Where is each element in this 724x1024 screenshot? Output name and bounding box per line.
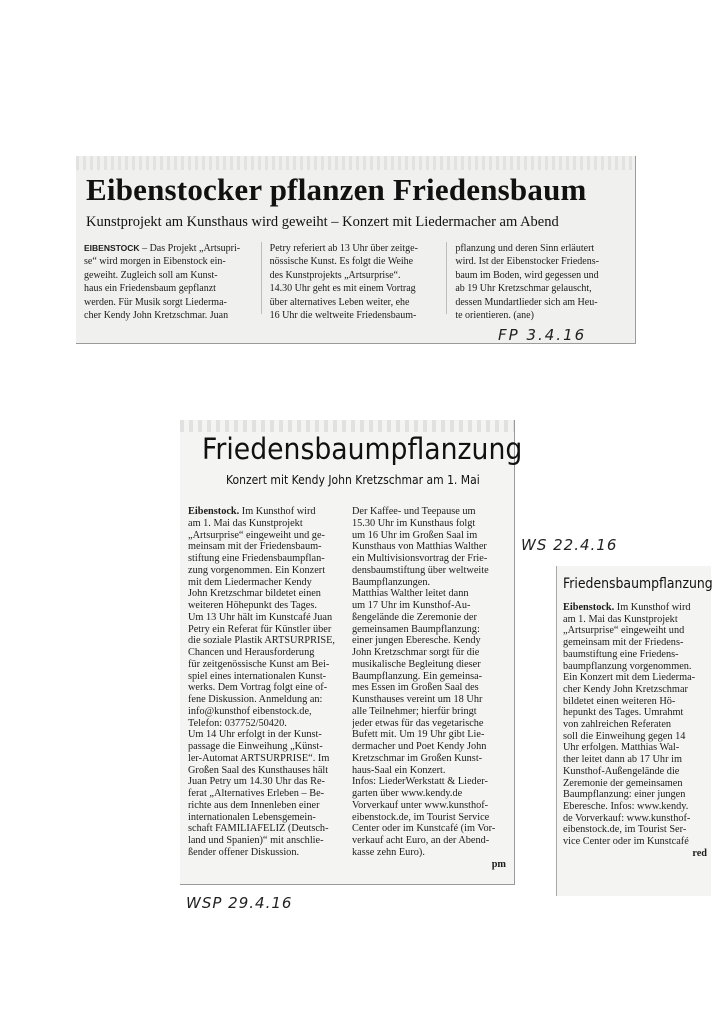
text-line: internationalen Lebensgemein- <box>188 811 316 823</box>
text-line: Infos: LiederWerkstatt & Lieder- <box>352 776 488 788</box>
text-line: Baumpflanzungen. <box>352 576 431 588</box>
text-line: bildetet einen weiteren Hö- <box>563 695 676 707</box>
text-line: gemeinsam mit der Friedens- <box>563 637 684 649</box>
text-line: dermacher und Poet Kendy John <box>352 741 487 752</box>
text-line: info@kunsthof eibenstock.de, <box>188 705 312 717</box>
text-line: se“ wird morgen in Eibenstock ein- <box>84 256 226 268</box>
text-line: um 16 Uhr im Großen Saal im <box>352 529 478 541</box>
article-subheadline: Konzert mit Kendy John Kretzschmar am 1. Mai <box>226 473 480 487</box>
text-line: Petry referiert ab 13 Uhr über zeitge- <box>269 243 418 254</box>
text-line: ther leitet dann ab 17 Uhr im <box>563 754 682 766</box>
text-line: werden. Für Musik sorgt Liederma- <box>84 296 227 308</box>
text-line: Baumpflanzung. Ein gemeinsa- <box>352 670 483 682</box>
text-line: mit dem Liedermacher Kendy <box>188 576 312 588</box>
text-line: 16 Uhr die weltweite Friedensbaum- <box>269 310 417 322</box>
text-line: weiteren Höhepunkt des Tages. <box>188 600 317 611</box>
text-line: Eibenstock. Im Kunsthof wird <box>188 506 316 517</box>
text-line: ßengelände die Zeremonie der <box>352 611 477 623</box>
text-line: baumstiftung eine Friedens- <box>563 648 679 660</box>
text-line: ler-Automat ARTSURPRISE“. Im <box>188 752 330 764</box>
text-line: land und Spanien)“ mit anschlie- <box>188 835 324 846</box>
text-line: Petry ein Referat für Künstler über <box>188 623 332 635</box>
text-line: Der Kaffee- und Teepause um <box>352 506 476 517</box>
text-line: die soziale Plastik ARTSURPRISE, <box>188 635 335 647</box>
text-line: Chancen und Herausforderung <box>188 647 315 658</box>
scan-noise <box>76 156 635 170</box>
text-line: ein Multivisionsvortrag der Frie- <box>352 553 488 564</box>
text-line: um 17 Uhr im Kunsthof-Au- <box>352 600 471 611</box>
text-line: meinsam mit der Friedensbaum- <box>188 541 322 553</box>
text-line: te orientieren. (ane) <box>455 310 534 322</box>
text-line: kasse zehn Euro). <box>352 846 425 858</box>
text-line: Eberesche. Infos: www.kendy. <box>563 800 689 812</box>
text-line: Kunsthof-Außengelände die <box>563 765 680 777</box>
text-line: haus-Saal ein Konzert. <box>352 764 446 776</box>
text-line: mes Essen im Großen Saal des <box>352 682 479 694</box>
handwritten-source-note: WS 22.4.16 <box>521 536 618 554</box>
text-line: Kunsthaus von Matthias Walther <box>352 541 487 553</box>
article-headline: Friedensbaumpflanzung <box>202 432 523 466</box>
article-column-1 <box>188 506 342 870</box>
dateline: EIBENSTOCK <box>84 243 140 253</box>
text-line: nössische Kunst. Es folgt die Weihe <box>269 256 414 268</box>
article-column-2 <box>352 506 506 870</box>
text-line: John Kretzschmar bildetet einen <box>188 588 321 600</box>
text-line: Kretzschmar im Großen Kunst- <box>352 752 483 764</box>
text-line: musikalische Begleitung dieser <box>352 658 481 670</box>
text-line: zung vorgenommen. Ein Konzert <box>188 564 326 576</box>
text-line: vice Center oder im Kunstcafé <box>563 836 689 848</box>
text-line: passage die Einweihung „Künst- <box>188 741 323 752</box>
text-line: Ein Konzert mit dem Liederma- <box>563 672 696 684</box>
text-line: schaft FAMILIAFELIZ (Deutsch- <box>188 823 329 835</box>
text-line: des Kunstprojekts „Artsurprise“. <box>269 269 401 281</box>
text-line: „Artsurprise“ eingeweiht und <box>563 625 685 637</box>
text-line: Center oder im Kunstcafé (im Vor- <box>352 823 496 835</box>
scan-noise <box>180 420 514 432</box>
article-column-1 <box>84 242 258 322</box>
article-headline: Eibenstocker pflanzen Friedensbaum <box>86 172 587 207</box>
text-line: Baumpflanzung: einer jungen <box>563 789 686 801</box>
text-line: ab 19 Uhr Kretzschmar gelauscht, <box>455 283 592 295</box>
text-line: Matthias Walther leitet dann <box>352 588 469 600</box>
column-lines <box>352 506 506 859</box>
text-line: alle Teilnehmer; hierfür bringt <box>352 705 477 717</box>
text-line: fene Diskussion. Anmeldung an: <box>188 694 323 705</box>
text-line: Um 14 Uhr erfolgt in der Kunst- <box>188 729 322 741</box>
text-line: hepunkt des Tages. Umrahmt <box>563 707 684 719</box>
text-line: Bufett mit. Um 19 Uhr gibt Lie- <box>352 729 485 741</box>
text-segment: – Das Projekt „Artsupri- <box>139 243 241 254</box>
text-line: Kunsthauses vereint um 18 Uhr <box>352 694 483 705</box>
dateline: Eibenstock. <box>188 506 240 517</box>
text-line: Großen Saal des Kunsthauses hält <box>188 764 329 776</box>
text-line: am 1. Mai das Kunstprojekt <box>563 613 678 625</box>
text-line: eibenstock.de, im Tourist Service <box>352 811 490 823</box>
text-line: wird. Ist der Eibenstocker Friedens- <box>455 256 599 268</box>
text-line: jeder etwas für das vegetarische <box>352 717 484 729</box>
text-line <box>84 242 258 255</box>
text-line: richte aus dem Innenleben einer <box>188 799 320 811</box>
text-line: gemeinsamen Baumpflanzung: <box>352 623 480 635</box>
article-headline: Friedensbaumpflanzung <box>563 576 713 592</box>
text-line: Eibenstock. Im Kunsthof wird <box>563 602 691 613</box>
text-line: cher Kendy John Kretzschmar <box>563 683 688 695</box>
text-line: haus ein Friedensbaum gepflanzt <box>84 283 216 295</box>
text-line: Um 13 Uhr hält im Kunstcafé Juan <box>188 611 333 623</box>
clipping-ws-short <box>556 566 711 896</box>
text-line: ferat „Alternatives Erleben – Be- <box>188 788 325 799</box>
article-body <box>563 602 707 859</box>
text-line: 15.30 Uhr im Kunsthaus folgt <box>352 517 476 529</box>
text-line: John Kretzschmar sorgt für die <box>352 647 480 658</box>
article-subheadline: Kunstprojekt am Kunsthaus wird geweiht – Konzert mit Liedermacher am Abend <box>86 214 559 230</box>
text-line: von zahlreichen Referaten <box>563 719 672 731</box>
author-signature: pm <box>491 858 506 870</box>
clipping-freie-presse <box>76 156 636 344</box>
text-line: Zeremonie der gemeinsamen <box>563 777 683 789</box>
text-line: 14.30 Uhr geht es mit einem Vortrag <box>269 283 416 295</box>
text-line: Vorverkauf unter www.kunsthof- <box>352 799 489 811</box>
text-line: Uhr erfolgen. Matthias Wal- <box>563 742 680 754</box>
article-column-3 <box>455 242 629 322</box>
text-line: soll die Einweihung gegen 14 <box>563 730 686 742</box>
handwritten-source-note: WSP 29.4.16 <box>186 894 293 912</box>
text-line: ßender offener Diskussion. <box>188 846 300 858</box>
text-line: cher Kendy John Kretzschmar. Juan <box>84 310 229 322</box>
article-body <box>188 506 506 870</box>
text-line: baum im Boden, wird gegessen und <box>455 269 599 281</box>
handwritten-source-note: FP 3.4.16 <box>498 326 587 344</box>
text-line: stiftung eine Friedensbaumpflan- <box>188 553 325 564</box>
text-line: Juan Petry um 14.30 Uhr das Re- <box>188 776 325 788</box>
article-body <box>84 242 629 322</box>
text-line: densbaumstiftung über weltweite <box>352 564 489 576</box>
text-line: baumpflanzung vorgenommen. <box>563 660 692 672</box>
text-line: „Artsurprise“ eingeweiht und ge- <box>188 529 325 541</box>
text-line: dessen Mundartlieder sich am Heu- <box>455 296 598 308</box>
text-line: de Vorverkauf: www.kunsthof- <box>563 812 691 824</box>
text-line: geweiht. Zugleich soll am Kunst- <box>84 269 218 281</box>
dateline: Eibenstock. <box>563 602 615 613</box>
clipping-wochenspiegel <box>180 420 523 885</box>
text-line: über alternatives Leben weiter, ehe <box>269 296 410 308</box>
text-line: pflanzung und deren Sinn erläutert <box>455 243 595 254</box>
text-line: verkauf acht Euro, an der Abend- <box>352 835 490 846</box>
text-line: spiel eines internationalen Kunst- <box>188 670 327 682</box>
text-line: garten über www.kendy.de <box>352 788 463 799</box>
text-line: am 1. Mai das Kunstprojekt <box>188 517 303 529</box>
text-line: einer jungen Eberesche. Kendy <box>352 635 481 647</box>
text-line: werks. Dem Vortrag folgt eine of- <box>188 682 328 694</box>
text-line: für zeitgenössische Kunst am Bei- <box>188 658 330 670</box>
text-line: eibenstock.de, im Tourist Ser- <box>563 824 687 836</box>
author-signature: red <box>692 847 707 859</box>
article-column-2 <box>270 242 444 322</box>
text-line: Telefon: 037752/50420. <box>188 717 287 729</box>
